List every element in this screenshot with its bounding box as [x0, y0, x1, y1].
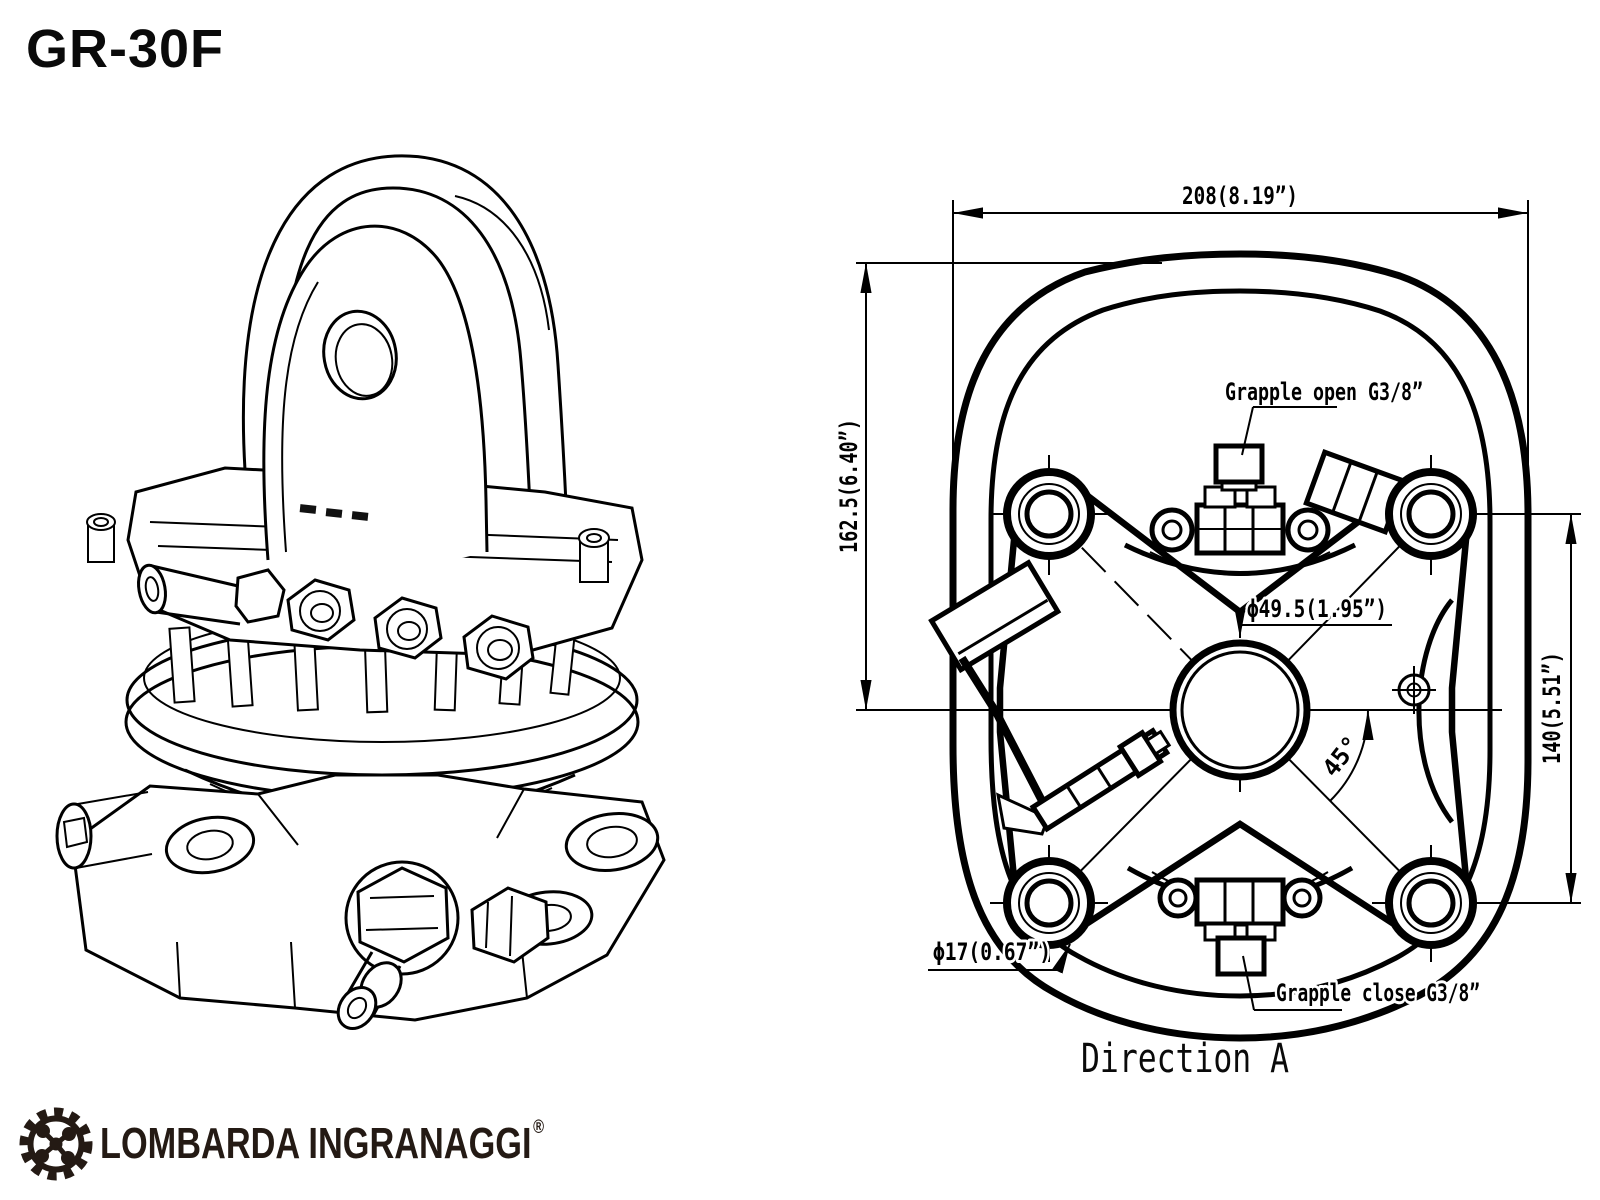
- bolt-boss-bottom-left: [1007, 861, 1091, 945]
- view-caption: Direction A: [1081, 1036, 1289, 1082]
- dim-height-label: 162.5(6.40”): [835, 379, 863, 553]
- bolt-hole-callout: [928, 938, 1070, 970]
- bolt-boss-top-right: [1389, 472, 1473, 556]
- dim-width-label: 208(8.19”): [1182, 182, 1298, 210]
- dim-bolt-hole-label: ϕ17(0.67”): [933, 938, 1051, 966]
- isometric-view: [57, 156, 664, 1036]
- grapple-open-label: Grapple open G3/8”: [1225, 378, 1423, 406]
- brand-logo: [12, 1098, 669, 1190]
- star-base: [57, 775, 664, 1036]
- dim-center-bore-label: ϕ49.5(1.95”): [1247, 595, 1387, 623]
- dimension-bolt-spacing: [1538, 514, 1571, 903]
- center-bore: [1173, 643, 1307, 777]
- page-title: GR-30F: [26, 19, 225, 79]
- brand-name: [100, 1119, 544, 1169]
- dim-bolt-spacing-label: 140(5.51”): [1538, 619, 1566, 764]
- dim-angle-label: 45°: [1316, 730, 1366, 783]
- grapple-close-label: Grapple close G3/8”: [1276, 979, 1480, 1007]
- bolt-boss-bottom-right: [1389, 861, 1473, 945]
- brand-name-text: LOMBARDA INGRANAGGI: [100, 1119, 532, 1168]
- grapple-open-port: [1216, 446, 1262, 482]
- gear-logo-icon: [12, 1100, 100, 1188]
- bolt-boss-top-left: [1007, 472, 1091, 556]
- grapple-close-port: [1218, 938, 1264, 974]
- top-view: [835, 182, 1581, 1082]
- registered-mark: ®: [533, 1117, 545, 1138]
